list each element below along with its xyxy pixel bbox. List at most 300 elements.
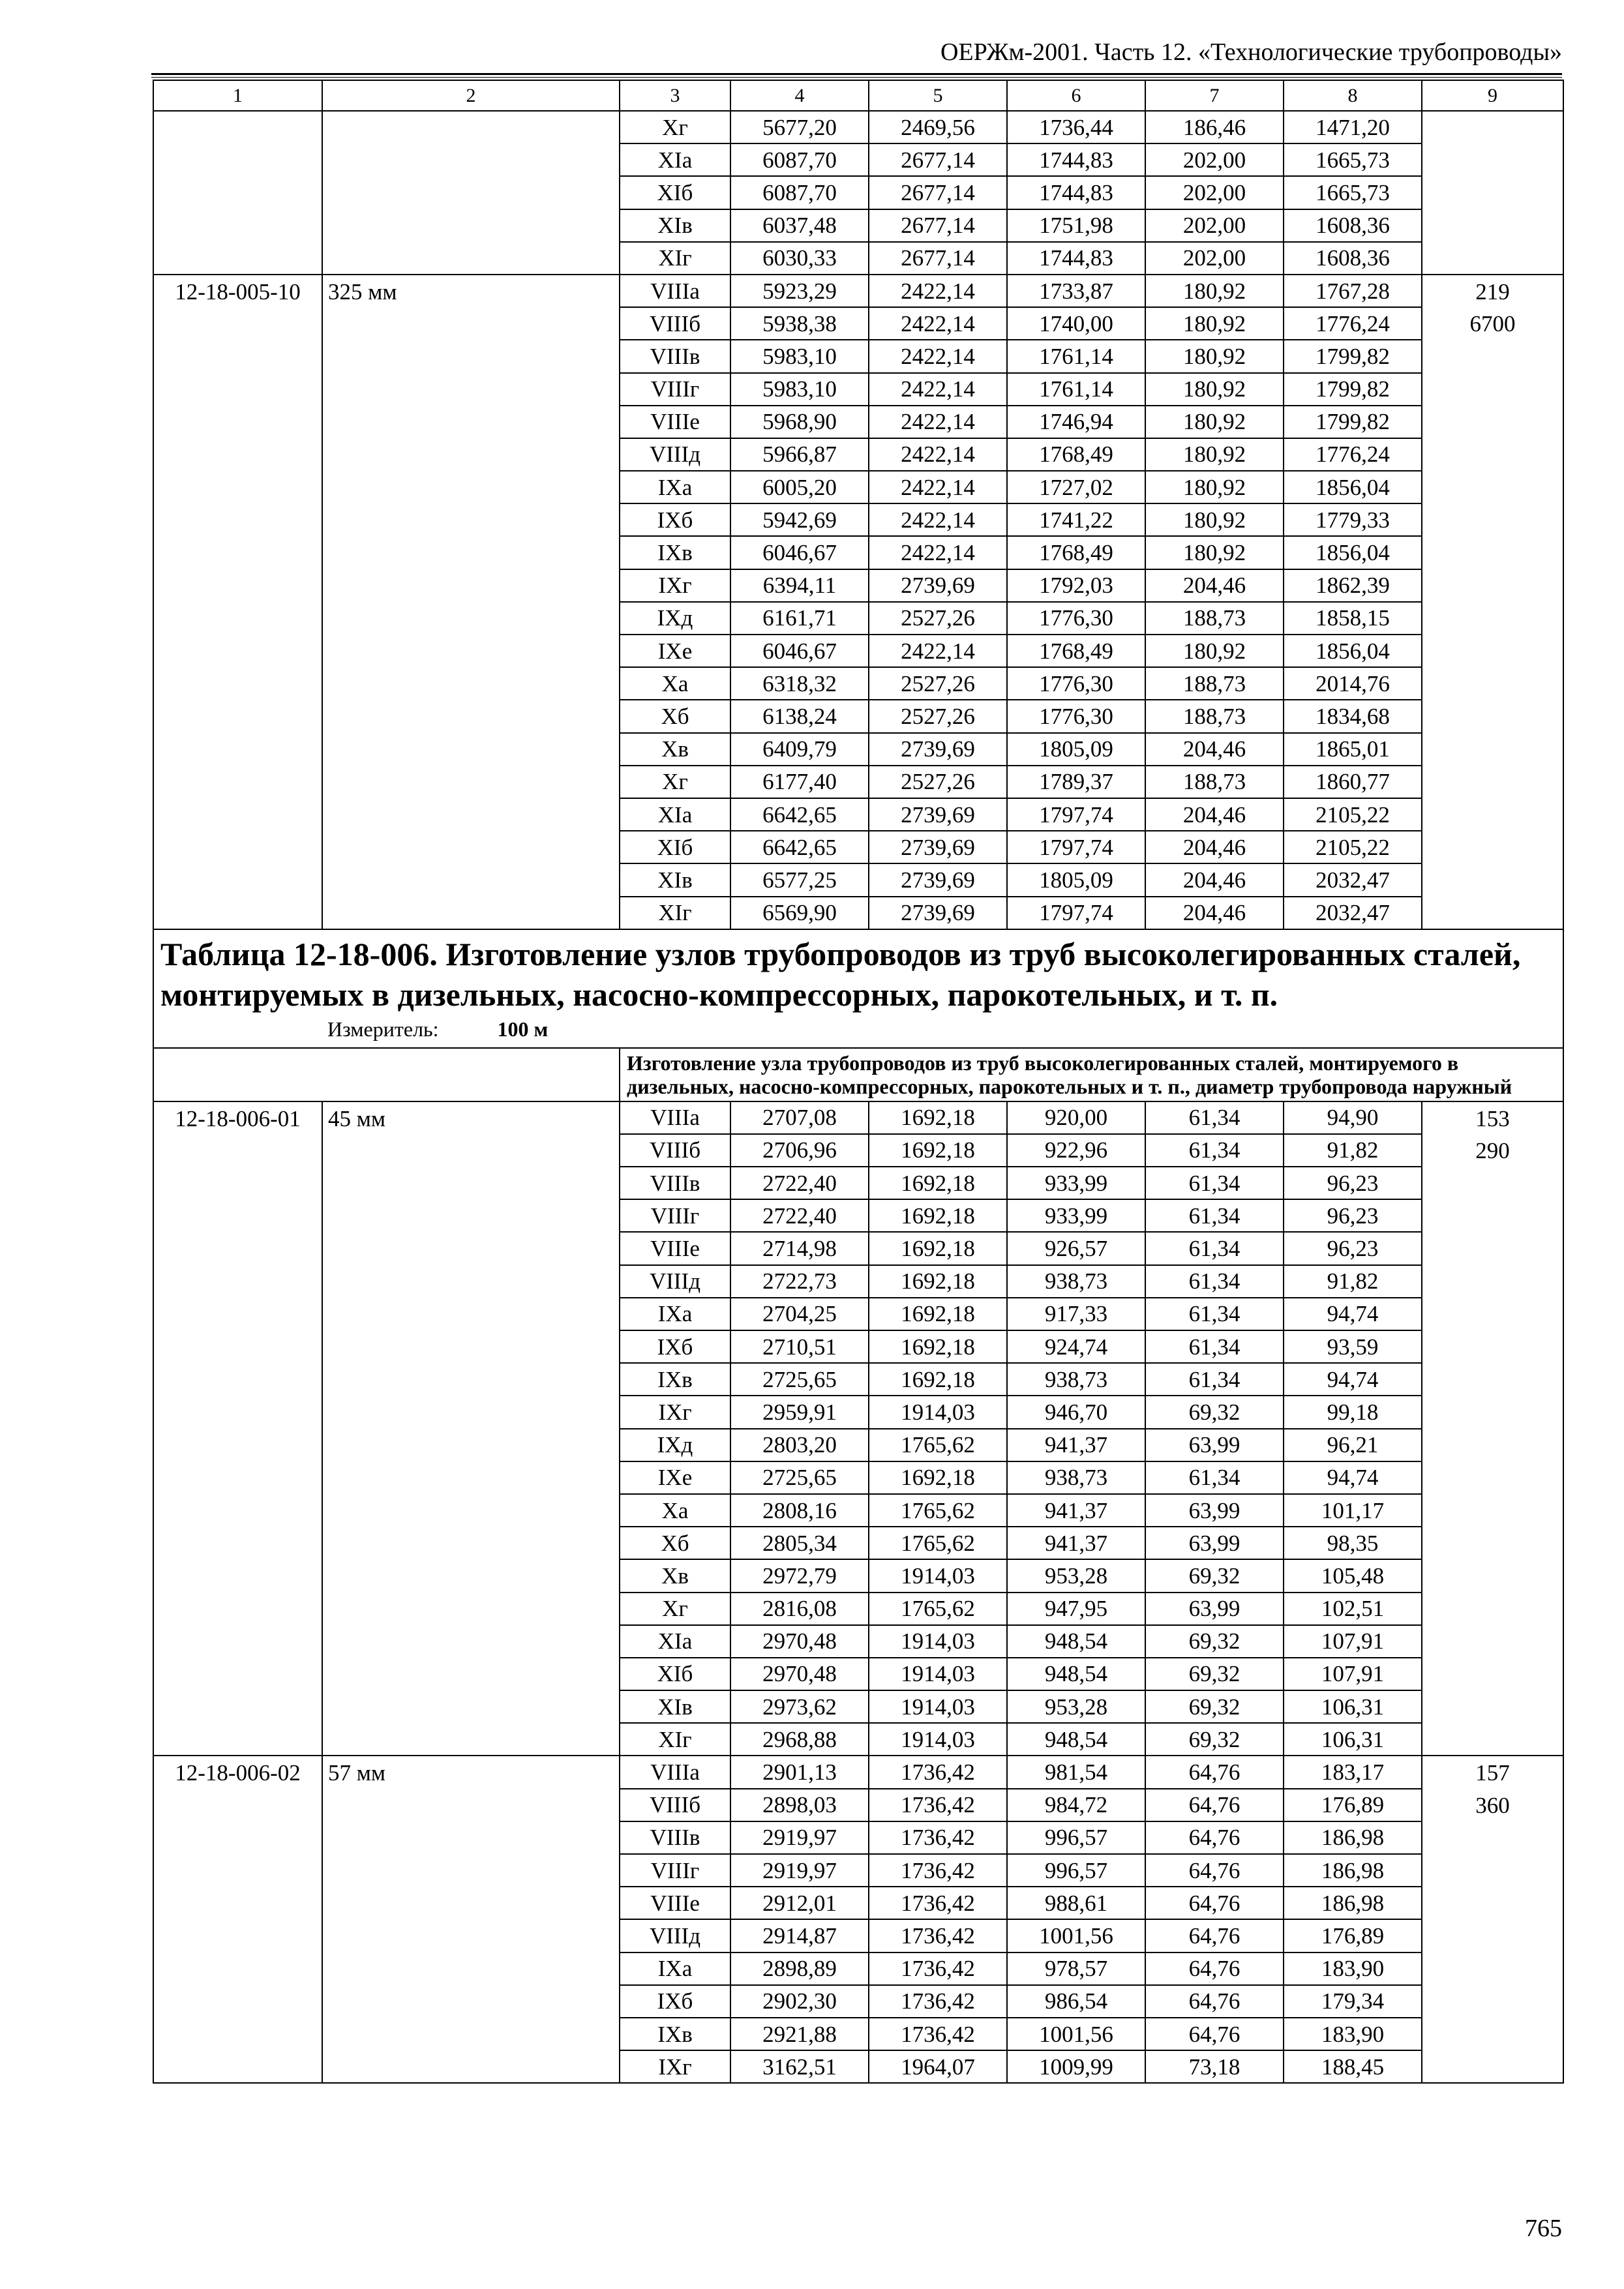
machines-cost: 948,54 <box>1007 1625 1145 1658</box>
materials-cost: 107,91 <box>1284 1625 1422 1658</box>
machines-cost: 1761,14 <box>1007 340 1145 372</box>
materials-cost: 99,18 <box>1284 1396 1422 1428</box>
zone-code: XIв <box>620 863 730 896</box>
measure-line <box>160 1015 1556 1043</box>
machines-cost: 984,72 <box>1007 1789 1145 1821</box>
column-9-value <box>1422 1821 1563 1854</box>
column-9-value <box>1422 766 1563 798</box>
column-9-value <box>1422 406 1563 438</box>
machines-cost: 917,33 <box>1007 1298 1145 1330</box>
wages-cost: 2739,69 <box>869 897 1007 929</box>
machines-cost: 1761,14 <box>1007 373 1145 406</box>
table-row <box>153 1396 1563 1428</box>
materials-cost: 96,23 <box>1284 1199 1422 1232</box>
wages-cost: 1692,18 <box>869 1101 1007 1134</box>
column-number: 5 <box>869 80 1007 111</box>
wages-cost: 1692,18 <box>869 1199 1007 1232</box>
rate-code <box>153 438 322 471</box>
machines-cost: 938,73 <box>1007 1363 1145 1396</box>
pipe-diameter <box>322 1658 620 1690</box>
total-cost: 2902,30 <box>730 1985 869 2018</box>
column-9-value: 153 <box>1422 1101 1563 1134</box>
machines-cost: 1744,83 <box>1007 242 1145 275</box>
table-row <box>153 1658 1563 1690</box>
column-number-row <box>153 80 1563 111</box>
wages-cost: 2422,14 <box>869 503 1007 536</box>
pipe-diameter <box>322 406 620 438</box>
rate-code <box>153 1985 322 2018</box>
column-9-value <box>1422 635 1563 667</box>
table-row <box>153 1101 1563 1134</box>
total-cost: 2803,20 <box>730 1429 869 1461</box>
zone-code: XIв <box>620 209 730 242</box>
total-cost: 5966,87 <box>730 438 869 471</box>
table-row <box>153 143 1563 176</box>
extra-cell <box>1422 176 1563 209</box>
table-row <box>153 1527 1563 1559</box>
machinist-wages: 180,92 <box>1145 373 1284 406</box>
column-9-value <box>1422 1494 1563 1527</box>
rate-code <box>153 667 322 700</box>
machines-cost: 981,54 <box>1007 1756 1145 1788</box>
materials-cost: 2032,47 <box>1284 897 1422 929</box>
total-cost: 6087,70 <box>730 143 869 176</box>
total-cost: 2973,62 <box>730 1690 869 1723</box>
machines-cost: 926,57 <box>1007 1232 1145 1264</box>
zone-code: IXв <box>620 1363 730 1396</box>
table-row <box>153 700 1563 732</box>
machines-cost: 1805,09 <box>1007 863 1145 896</box>
machinist-wages: 188,73 <box>1145 602 1284 635</box>
zone-code: Xв <box>620 733 730 766</box>
materials-cost: 1860,77 <box>1284 766 1422 798</box>
machines-cost: 1744,83 <box>1007 143 1145 176</box>
wages-cost: 2422,14 <box>869 536 1007 569</box>
column-9-value <box>1422 1167 1563 1199</box>
wages-cost: 1736,42 <box>869 1952 1007 1985</box>
machines-cost: 1776,30 <box>1007 700 1145 732</box>
zone-code: IXа <box>620 471 730 503</box>
pipe-diameter <box>322 1199 620 1232</box>
pipe-diameter <box>322 1494 620 1527</box>
machines-cost: 1733,87 <box>1007 275 1145 307</box>
total-cost: 6005,20 <box>730 471 869 503</box>
machines-cost: 953,28 <box>1007 1559 1145 1592</box>
machinist-wages: 64,76 <box>1145 2018 1284 2050</box>
machinist-wages: 180,92 <box>1145 438 1284 471</box>
column-9-value <box>1422 569 1563 602</box>
zone-code: IXв <box>620 536 730 569</box>
machines-cost: 933,99 <box>1007 1167 1145 1199</box>
wages-cost: 1964,07 <box>869 2050 1007 2083</box>
total-cost: 6642,65 <box>730 831 869 863</box>
materials-cost: 1799,82 <box>1284 406 1422 438</box>
table-row <box>153 242 1563 275</box>
machines-cost: 1736,44 <box>1007 111 1145 143</box>
pipe-diameter <box>322 1723 620 1756</box>
machinist-wages: 180,92 <box>1145 536 1284 569</box>
machinist-wages: 202,00 <box>1145 209 1284 242</box>
measure-label: Измеритель: <box>327 1017 439 1041</box>
rate-code <box>153 1363 322 1396</box>
table-row <box>153 1330 1563 1363</box>
total-cost: 6046,67 <box>730 635 869 667</box>
column-9-value <box>1422 340 1563 372</box>
materials-cost: 188,45 <box>1284 2050 1422 2083</box>
zone-code: VIIIе <box>620 1887 730 1919</box>
column-number: 1 <box>153 80 322 111</box>
materials-cost: 1862,39 <box>1284 569 1422 602</box>
rate-code <box>153 831 322 863</box>
materials-cost: 1856,04 <box>1284 471 1422 503</box>
pipe-diameter <box>322 766 620 798</box>
zone-code: Xв <box>620 1559 730 1592</box>
total-cost: 2805,34 <box>730 1527 869 1559</box>
materials-cost: 186,98 <box>1284 1887 1422 1919</box>
table-row <box>153 1265 1563 1298</box>
pipe-diameter <box>322 340 620 372</box>
pipe-diameter <box>322 1330 620 1363</box>
rate-code <box>153 1854 322 1887</box>
column-9-value <box>1422 1723 1563 1756</box>
total-cost: 2725,65 <box>730 1363 869 1396</box>
rate-code <box>153 373 322 406</box>
extra-cell <box>1422 111 1563 143</box>
pipe-diameter <box>322 1919 620 1952</box>
materials-cost: 1779,33 <box>1284 503 1422 536</box>
zone-code: Xа <box>620 667 730 700</box>
table-row <box>153 1985 1563 2018</box>
column-9-value <box>1422 2018 1563 2050</box>
machines-cost: 988,61 <box>1007 1887 1145 1919</box>
zone-code: VIIIв <box>620 1167 730 1199</box>
column-9-value: 290 <box>1422 1134 1563 1167</box>
machines-cost: 924,74 <box>1007 1330 1145 1363</box>
machinist-wages: 69,32 <box>1145 1396 1284 1428</box>
rate-code <box>153 307 322 340</box>
wages-cost: 1736,42 <box>869 1854 1007 1887</box>
pipe-diameter <box>322 897 620 929</box>
materials-cost: 186,98 <box>1284 1821 1422 1854</box>
rate-code <box>153 1887 322 1919</box>
column-9-value <box>1422 1625 1563 1658</box>
zone-code: Xб <box>620 1527 730 1559</box>
table-row <box>153 1789 1563 1821</box>
rate-code <box>153 798 322 831</box>
column-9-value <box>1422 1690 1563 1723</box>
column-9-value <box>1422 1265 1563 1298</box>
total-cost: 2968,88 <box>730 1723 869 1756</box>
machines-cost: 978,57 <box>1007 1952 1145 1985</box>
machines-cost: 933,99 <box>1007 1199 1145 1232</box>
materials-cost: 1776,24 <box>1284 307 1422 340</box>
table-row <box>153 1429 1563 1461</box>
total-cost: 2722,40 <box>730 1199 869 1232</box>
pipe-diameter <box>322 635 620 667</box>
machines-cost: 1744,83 <box>1007 176 1145 209</box>
machines-cost: 1797,74 <box>1007 798 1145 831</box>
zone-code: IXг <box>620 2050 730 2083</box>
machines-cost: 1727,02 <box>1007 471 1145 503</box>
zone-code: IXб <box>620 1330 730 1363</box>
table-row <box>153 635 1563 667</box>
materials-cost: 1834,68 <box>1284 700 1422 732</box>
rate-code <box>153 1330 322 1363</box>
pipe-diameter <box>322 1887 620 1919</box>
total-cost: 2914,87 <box>730 1919 869 1952</box>
machinist-wages: 204,46 <box>1145 831 1284 863</box>
zone-code: IXд <box>620 602 730 635</box>
machines-cost: 922,96 <box>1007 1134 1145 1167</box>
zone-code: VIIIд <box>620 1919 730 1952</box>
pipe-diameter <box>322 503 620 536</box>
zone-code: IXг <box>620 569 730 602</box>
pipe-diameter <box>322 1593 620 1625</box>
total-cost: 5677,20 <box>730 111 869 143</box>
zone-code: Xа <box>620 1494 730 1527</box>
wages-cost: 1736,42 <box>869 1887 1007 1919</box>
machinist-wages: 61,34 <box>1145 1167 1284 1199</box>
pipe-diameter <box>322 831 620 863</box>
materials-cost: 105,48 <box>1284 1559 1422 1592</box>
table-row <box>153 536 1563 569</box>
pipe-diameter <box>322 569 620 602</box>
total-cost: 2710,51 <box>730 1330 869 1363</box>
materials-cost: 2014,76 <box>1284 667 1422 700</box>
rate-code <box>153 1232 322 1264</box>
wages-cost: 1914,03 <box>869 1625 1007 1658</box>
machines-cost: 1009,99 <box>1007 2050 1145 2083</box>
materials-cost: 1865,01 <box>1284 733 1422 766</box>
table-row <box>153 1625 1563 1658</box>
code-cell <box>153 176 322 209</box>
materials-cost: 1776,24 <box>1284 438 1422 471</box>
machinist-wages: 61,34 <box>1145 1134 1284 1167</box>
machines-cost: 1805,09 <box>1007 733 1145 766</box>
rate-code <box>153 1789 322 1821</box>
pipe-diameter <box>322 2018 620 2050</box>
column-9-value <box>1422 2050 1563 2083</box>
rate-code <box>153 471 322 503</box>
materials-cost: 94,74 <box>1284 1363 1422 1396</box>
column-9-value: 6700 <box>1422 307 1563 340</box>
total-cost: 5923,29 <box>730 275 869 307</box>
rate-code <box>153 1690 322 1723</box>
pipe-diameter <box>322 373 620 406</box>
code-cell <box>153 242 322 275</box>
table-row <box>153 1167 1563 1199</box>
machinist-wages: 180,92 <box>1145 503 1284 536</box>
wages-cost: 1692,18 <box>869 1461 1007 1494</box>
machinist-wages: 180,92 <box>1145 406 1284 438</box>
pipe-diameter <box>322 1985 620 2018</box>
rate-code <box>153 1494 322 1527</box>
table-row <box>153 897 1563 929</box>
machines-cost: 1776,30 <box>1007 602 1145 635</box>
column-9-value <box>1422 373 1563 406</box>
wages-cost: 2422,14 <box>869 307 1007 340</box>
column-9-value: 157 <box>1422 1756 1563 1788</box>
rate-code <box>153 1919 322 1952</box>
total-cost: 6037,48 <box>730 209 869 242</box>
column-9-value <box>1422 897 1563 929</box>
machinist-wages: 61,34 <box>1145 1298 1284 1330</box>
machinist-wages: 63,99 <box>1145 1527 1284 1559</box>
column-9-value <box>1422 1887 1563 1919</box>
materials-cost: 2105,22 <box>1284 831 1422 863</box>
total-cost: 2714,98 <box>730 1232 869 1264</box>
materials-cost: 96,23 <box>1284 1167 1422 1199</box>
header-rule-thin <box>151 77 1562 78</box>
total-cost: 2707,08 <box>730 1101 869 1134</box>
zone-code: XIв <box>620 1690 730 1723</box>
wages-cost: 1736,42 <box>869 1756 1007 1788</box>
column-9-value <box>1422 863 1563 896</box>
machinist-wages: 69,32 <box>1145 1658 1284 1690</box>
zone-code: Xб <box>620 700 730 732</box>
machinist-wages: 64,76 <box>1145 1985 1284 2018</box>
zone-code: Xг <box>620 766 730 798</box>
table-row <box>153 1756 1563 1788</box>
machinist-wages: 64,76 <box>1145 1887 1284 1919</box>
materials-cost: 91,82 <box>1284 1134 1422 1167</box>
table-row <box>153 1199 1563 1232</box>
column-9-value <box>1422 1559 1563 1592</box>
total-cost: 2912,01 <box>730 1887 869 1919</box>
table-row <box>153 1887 1563 1919</box>
code-cell <box>153 143 322 176</box>
column-9-value <box>1422 602 1563 635</box>
wages-cost: 2739,69 <box>869 831 1007 863</box>
machines-cost: 1797,74 <box>1007 897 1145 929</box>
column-9-value <box>1422 1232 1563 1264</box>
materials-cost: 94,74 <box>1284 1298 1422 1330</box>
pipe-diameter <box>322 1821 620 1854</box>
zone-code: IXб <box>620 1985 730 2018</box>
rate-code <box>153 1723 322 1756</box>
column-9-value: 219 <box>1422 275 1563 307</box>
column-9-value <box>1422 1330 1563 1363</box>
pipe-diameter <box>322 438 620 471</box>
materials-cost: 183,90 <box>1284 1952 1422 1985</box>
machines-cost: 1776,30 <box>1007 667 1145 700</box>
rate-code <box>153 1167 322 1199</box>
table-row <box>153 831 1563 863</box>
machines-cost: 1740,00 <box>1007 307 1145 340</box>
diameter-cell <box>322 242 620 275</box>
total-cost: 2901,13 <box>730 1756 869 1788</box>
zone-code: IXв <box>620 2018 730 2050</box>
column-9-value <box>1422 1952 1563 1985</box>
rate-code <box>153 1265 322 1298</box>
total-cost: 3162,51 <box>730 2050 869 2083</box>
rate-code: 12-18-006-02 <box>153 1756 322 1788</box>
total-cost: 2970,48 <box>730 1625 869 1658</box>
wages-cost: 1736,42 <box>869 1919 1007 1952</box>
wages-cost: 1692,18 <box>869 1330 1007 1363</box>
zone-code: VIIIг <box>620 1199 730 1232</box>
pipe-diameter: 45 мм <box>322 1101 620 1134</box>
wages-cost: 1914,03 <box>869 1723 1007 1756</box>
rate-code <box>153 536 322 569</box>
column-9-value <box>1422 1854 1563 1887</box>
zone-code: IXе <box>620 635 730 667</box>
column-9-value <box>1422 1527 1563 1559</box>
materials-cost: 183,17 <box>1284 1756 1422 1788</box>
rate-code: 12-18-005-10 <box>153 275 322 307</box>
machinist-wages: 64,76 <box>1145 1919 1284 1952</box>
wages-cost: 2739,69 <box>869 798 1007 831</box>
materials-cost: 1608,36 <box>1284 209 1422 242</box>
rate-code <box>153 1625 322 1658</box>
rate-code <box>153 1952 322 1985</box>
machines-cost: 1001,56 <box>1007 1919 1145 1952</box>
total-cost: 2725,65 <box>730 1461 869 1494</box>
materials-cost: 1767,28 <box>1284 275 1422 307</box>
materials-cost: 1858,15 <box>1284 602 1422 635</box>
machinist-wages: 180,92 <box>1145 307 1284 340</box>
zone-code: VIIIг <box>620 1854 730 1887</box>
materials-cost: 186,98 <box>1284 1854 1422 1887</box>
column-number: 9 <box>1422 80 1563 111</box>
rate-code <box>153 863 322 896</box>
machinist-wages: 64,76 <box>1145 1789 1284 1821</box>
machinist-wages: 63,99 <box>1145 1593 1284 1625</box>
rate-code <box>153 1527 322 1559</box>
column-number: 4 <box>730 80 869 111</box>
machines-cost: 1746,94 <box>1007 406 1145 438</box>
total-cost: 2706,96 <box>730 1134 869 1167</box>
machines-cost: 1751,98 <box>1007 209 1145 242</box>
column-9-value <box>1422 1429 1563 1461</box>
machines-cost: 948,54 <box>1007 1723 1145 1756</box>
column-9-value <box>1422 1593 1563 1625</box>
pipe-diameter <box>322 863 620 896</box>
diameter-cell <box>322 143 620 176</box>
materials-cost: 94,74 <box>1284 1461 1422 1494</box>
table-row <box>153 503 1563 536</box>
zone-code: VIIIд <box>620 438 730 471</box>
rate-code <box>153 1559 322 1592</box>
column-9-value <box>1422 667 1563 700</box>
pipe-diameter <box>322 733 620 766</box>
machinist-wages: 69,32 <box>1145 1723 1284 1756</box>
pipe-diameter: 57 мм <box>322 1756 620 1788</box>
total-cost: 2919,97 <box>730 1821 869 1854</box>
table-row <box>153 471 1563 503</box>
materials-cost: 96,23 <box>1284 1232 1422 1264</box>
machinist-wages: 69,32 <box>1145 1625 1284 1658</box>
column-9-value <box>1422 1985 1563 2018</box>
materials-cost: 101,17 <box>1284 1494 1422 1527</box>
wages-cost: 2422,14 <box>869 438 1007 471</box>
machinist-wages: 204,46 <box>1145 863 1284 896</box>
machinist-wages: 186,46 <box>1145 111 1284 143</box>
wages-cost: 1765,62 <box>869 1527 1007 1559</box>
total-cost: 2704,25 <box>730 1298 869 1330</box>
diameter-cell <box>322 176 620 209</box>
running-header: ОЕРЖм-2001. Часть 12. «Технологические трубопроводы» <box>940 38 1562 66</box>
machines-cost: 1792,03 <box>1007 569 1145 602</box>
rate-code <box>153 1821 322 1854</box>
zone-code: IXа <box>620 1952 730 1985</box>
total-cost: 6046,67 <box>730 536 869 569</box>
machinist-wages: 61,34 <box>1145 1461 1284 1494</box>
zone-code: VIIIв <box>620 340 730 372</box>
table-row <box>153 1593 1563 1625</box>
rate-code <box>153 700 322 732</box>
zone-code: XIг <box>620 242 730 275</box>
